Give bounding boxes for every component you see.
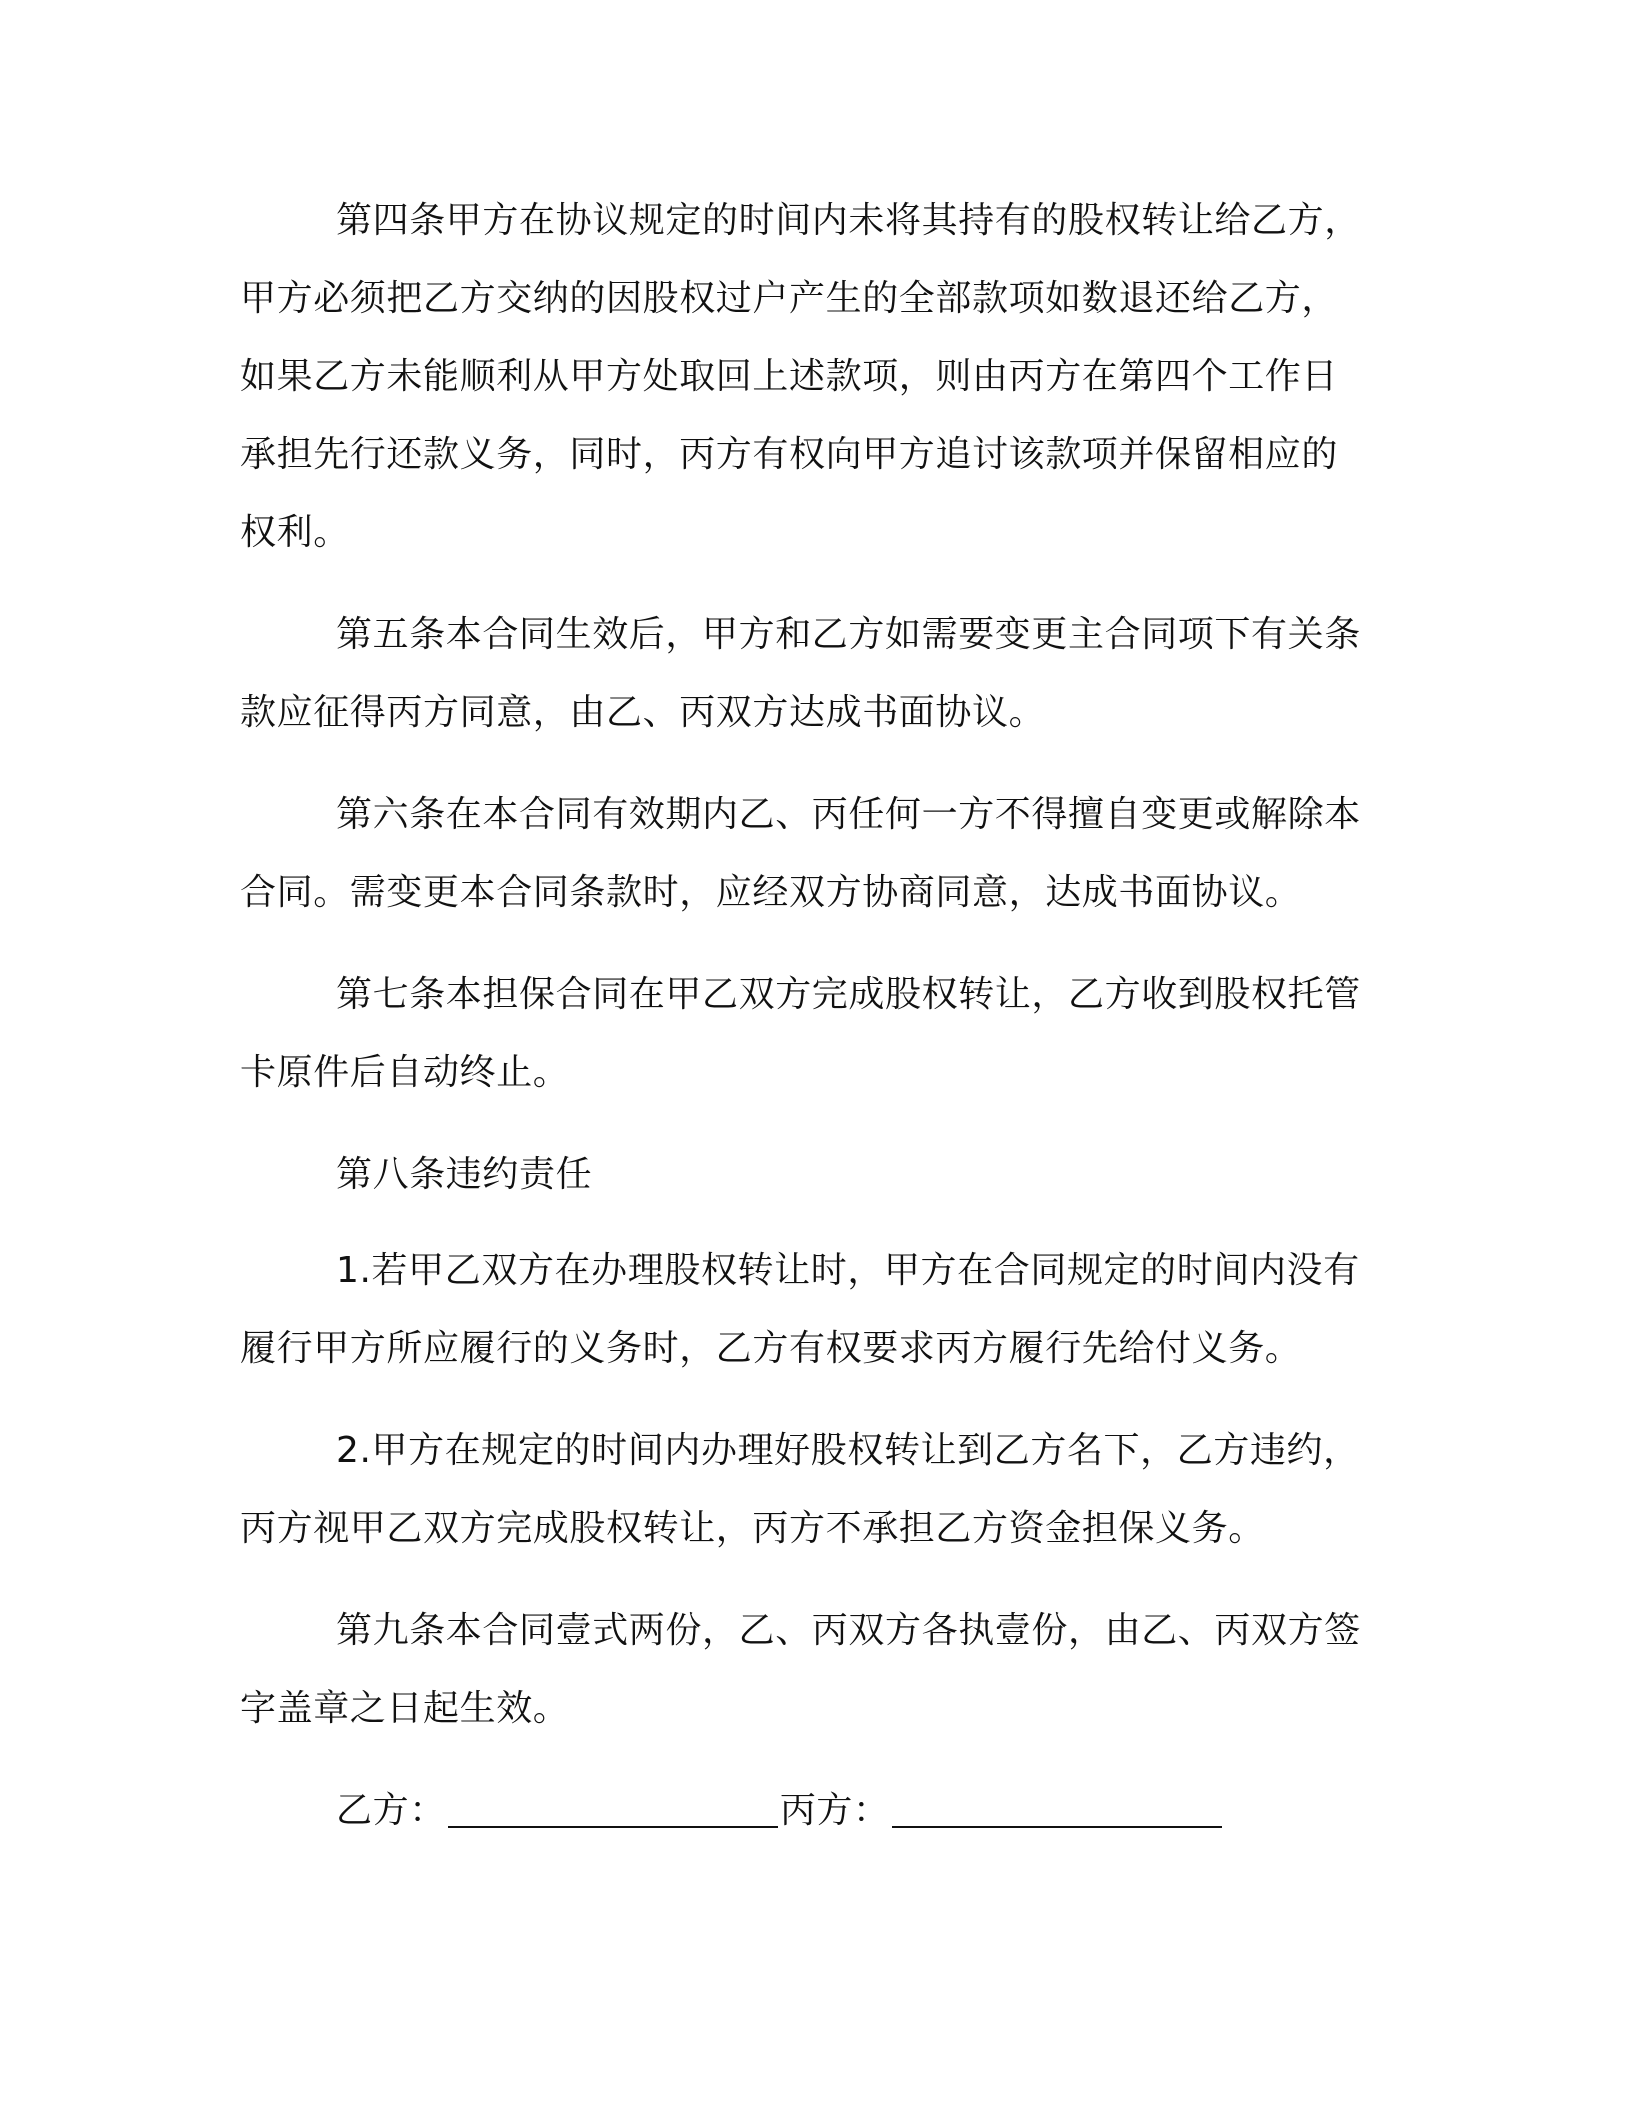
party-b-signature-line [448,1826,778,1828]
clause-9-paragraph: 第九条本合同壹式两份，乙、丙双方各执壹份，由乙、丙双方签字盖章之日起生效。 [240,1610,1361,1729]
signature-row [240,1772,1370,1850]
party-b-label: 乙方： [336,1790,446,1831]
clause-8-item-1: 1.若甲乙双方在办理股权转让时，甲方在合同规定的时间内没有履行甲方所应履行的义务时，乙方有权要求丙方履行先给付义务。 [240,1250,1360,1369]
clause-4-paragraph: 第四条甲方在协议规定的时间内未将其持有的股权转让给乙方，甲方必须把乙方交纳的因股权过户产生的全部款项如数退还给乙方，如果乙方未能顺利从甲方处取回上述款项，则由丙方在第四个工作日承担先行还款义务，同时，丙方有权向甲方追讨该款项并保留相应的权利。 [240,200,1361,553]
clause-5-paragraph: 第五条本合同生效后，甲方和乙方如需要变更主合同项下有关条款应征得丙方同意，由乙、丙双方达成书面协议。 [240,614,1361,733]
document-body [240,182,1370,1850]
clause-7-paragraph: 第七条本担保合同在甲乙双方完成股权转让，乙方收到股权托管卡原件后自动终止。 [240,974,1361,1093]
clause-6-paragraph: 第六条在本合同有效期内乙、丙任何一方不得擅自变更或解除本合同。需变更本合同条款时，应经双方协商同意，达成书面协议。 [240,794,1361,913]
clause-8-heading: 第八条违约责任 [336,1154,593,1195]
clause-8-item-2: 2.甲方在规定的时间内办理好股权转让到乙方名下，乙方违约，丙方视甲乙双方完成股权转让，丙方不承担乙方资金担保义务。 [240,1430,1360,1549]
party-c-label: 丙方： [779,1790,890,1831]
party-c-signature-line [892,1826,1222,1828]
